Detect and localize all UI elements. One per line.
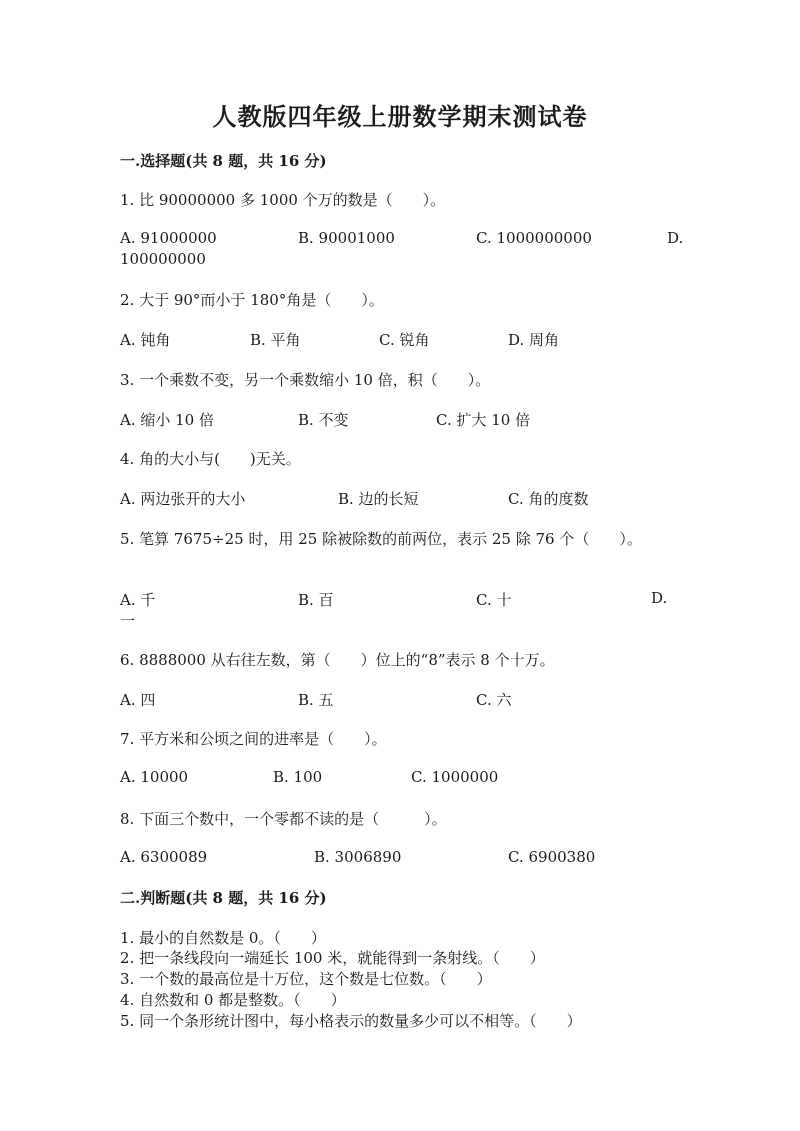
section-heading-judgement: 二.判断题(共 8 题，共 16 分) [120, 889, 327, 907]
q1-option-d-value: 100000000 [120, 250, 206, 268]
q7-option-b: B. 100 [273, 768, 323, 786]
question-1: 1. 比 90000000 多 1000 个万的数是（ ）。 [120, 191, 446, 209]
tf-item-4: 4. 自然数和 0 都是整数。（ ） [120, 991, 346, 1009]
tf-item-2: 2. 把一条线段向一端延长 100 米，就能得到一条射线。（ ） [120, 949, 545, 967]
question-5: 5. 笔算 7675÷25 时，用 25 除被除数的前两位，表示 25 除 76 个（ ）。 [120, 530, 642, 548]
q3-option-b: B. 不变 [298, 411, 349, 429]
q8-option-c: C. 6900380 [508, 848, 596, 866]
tf-item-3: 3. 一个数的最高位是十万位，这个数是七位数。（ ） [120, 970, 492, 988]
q3-option-a: A. 缩小 10 倍 [120, 411, 214, 429]
question-4: 4. 角的大小与( )无关。 [120, 450, 301, 468]
tf-item-5: 5. 同一个条形统计图中，每小格表示的数量多少可以不相等。（ ） [120, 1012, 582, 1030]
question-8: 8. 下面三个数中，一个零都不读的是（ ）。 [120, 810, 447, 828]
q5-option-a: A. 千 [120, 591, 156, 609]
q5-option-b: B. 百 [298, 591, 334, 609]
q1-option-d-label: D. [667, 229, 684, 247]
q7-option-c: C. 1000000 [411, 768, 499, 786]
section-heading-choice: 一.选择题(共 8 题，共 16 分) [120, 152, 327, 170]
q6-option-c: C. 六 [476, 691, 512, 709]
tf-item-1: 1. 最小的自然数是 0。（ ） [120, 929, 326, 947]
q5-option-d-value: 一 [120, 612, 136, 630]
q4-option-c: C. 角的度数 [508, 490, 589, 508]
q4-option-b: B. 边的长短 [338, 490, 419, 508]
question-2: 2. 大于 90°而小于 180°角是（ ）。 [120, 291, 384, 309]
question-3: 3. 一个乘数不变，另一个乘数缩小 10 倍，积（ ）。 [120, 371, 491, 389]
q2-option-c: C. 锐角 [379, 331, 430, 349]
question-7: 7. 平方米和公顷之间的进率是（ ）。 [120, 730, 387, 748]
q1-option-b: B. 90001000 [298, 229, 395, 247]
q6-option-a: A. 四 [120, 691, 156, 709]
q5-option-d-label: D. [651, 589, 668, 607]
q1-option-c: C. 1000000000 [476, 229, 592, 247]
q2-option-b: B. 平角 [250, 331, 301, 349]
question-6: 6. 8888000 从右往左数，第（ ）位上的“8”表示 8 个十万。 [120, 651, 555, 669]
q3-option-c: C. 扩大 10 倍 [436, 411, 531, 429]
q8-option-a: A. 6300089 [120, 848, 208, 866]
page-title: 人教版四年级上册数学期末测试卷 [212, 102, 588, 131]
q5-option-c: C. 十 [476, 591, 512, 609]
q4-option-a: A. 两边张开的大小 [120, 490, 246, 508]
q2-option-a: A. 钝角 [120, 331, 171, 349]
q7-option-a: A. 10000 [120, 768, 189, 786]
q6-option-b: B. 五 [298, 691, 334, 709]
q2-option-d: D. 周角 [508, 331, 560, 349]
q1-option-a: A. 91000000 [120, 229, 217, 247]
q8-option-b: B. 3006890 [314, 848, 402, 866]
